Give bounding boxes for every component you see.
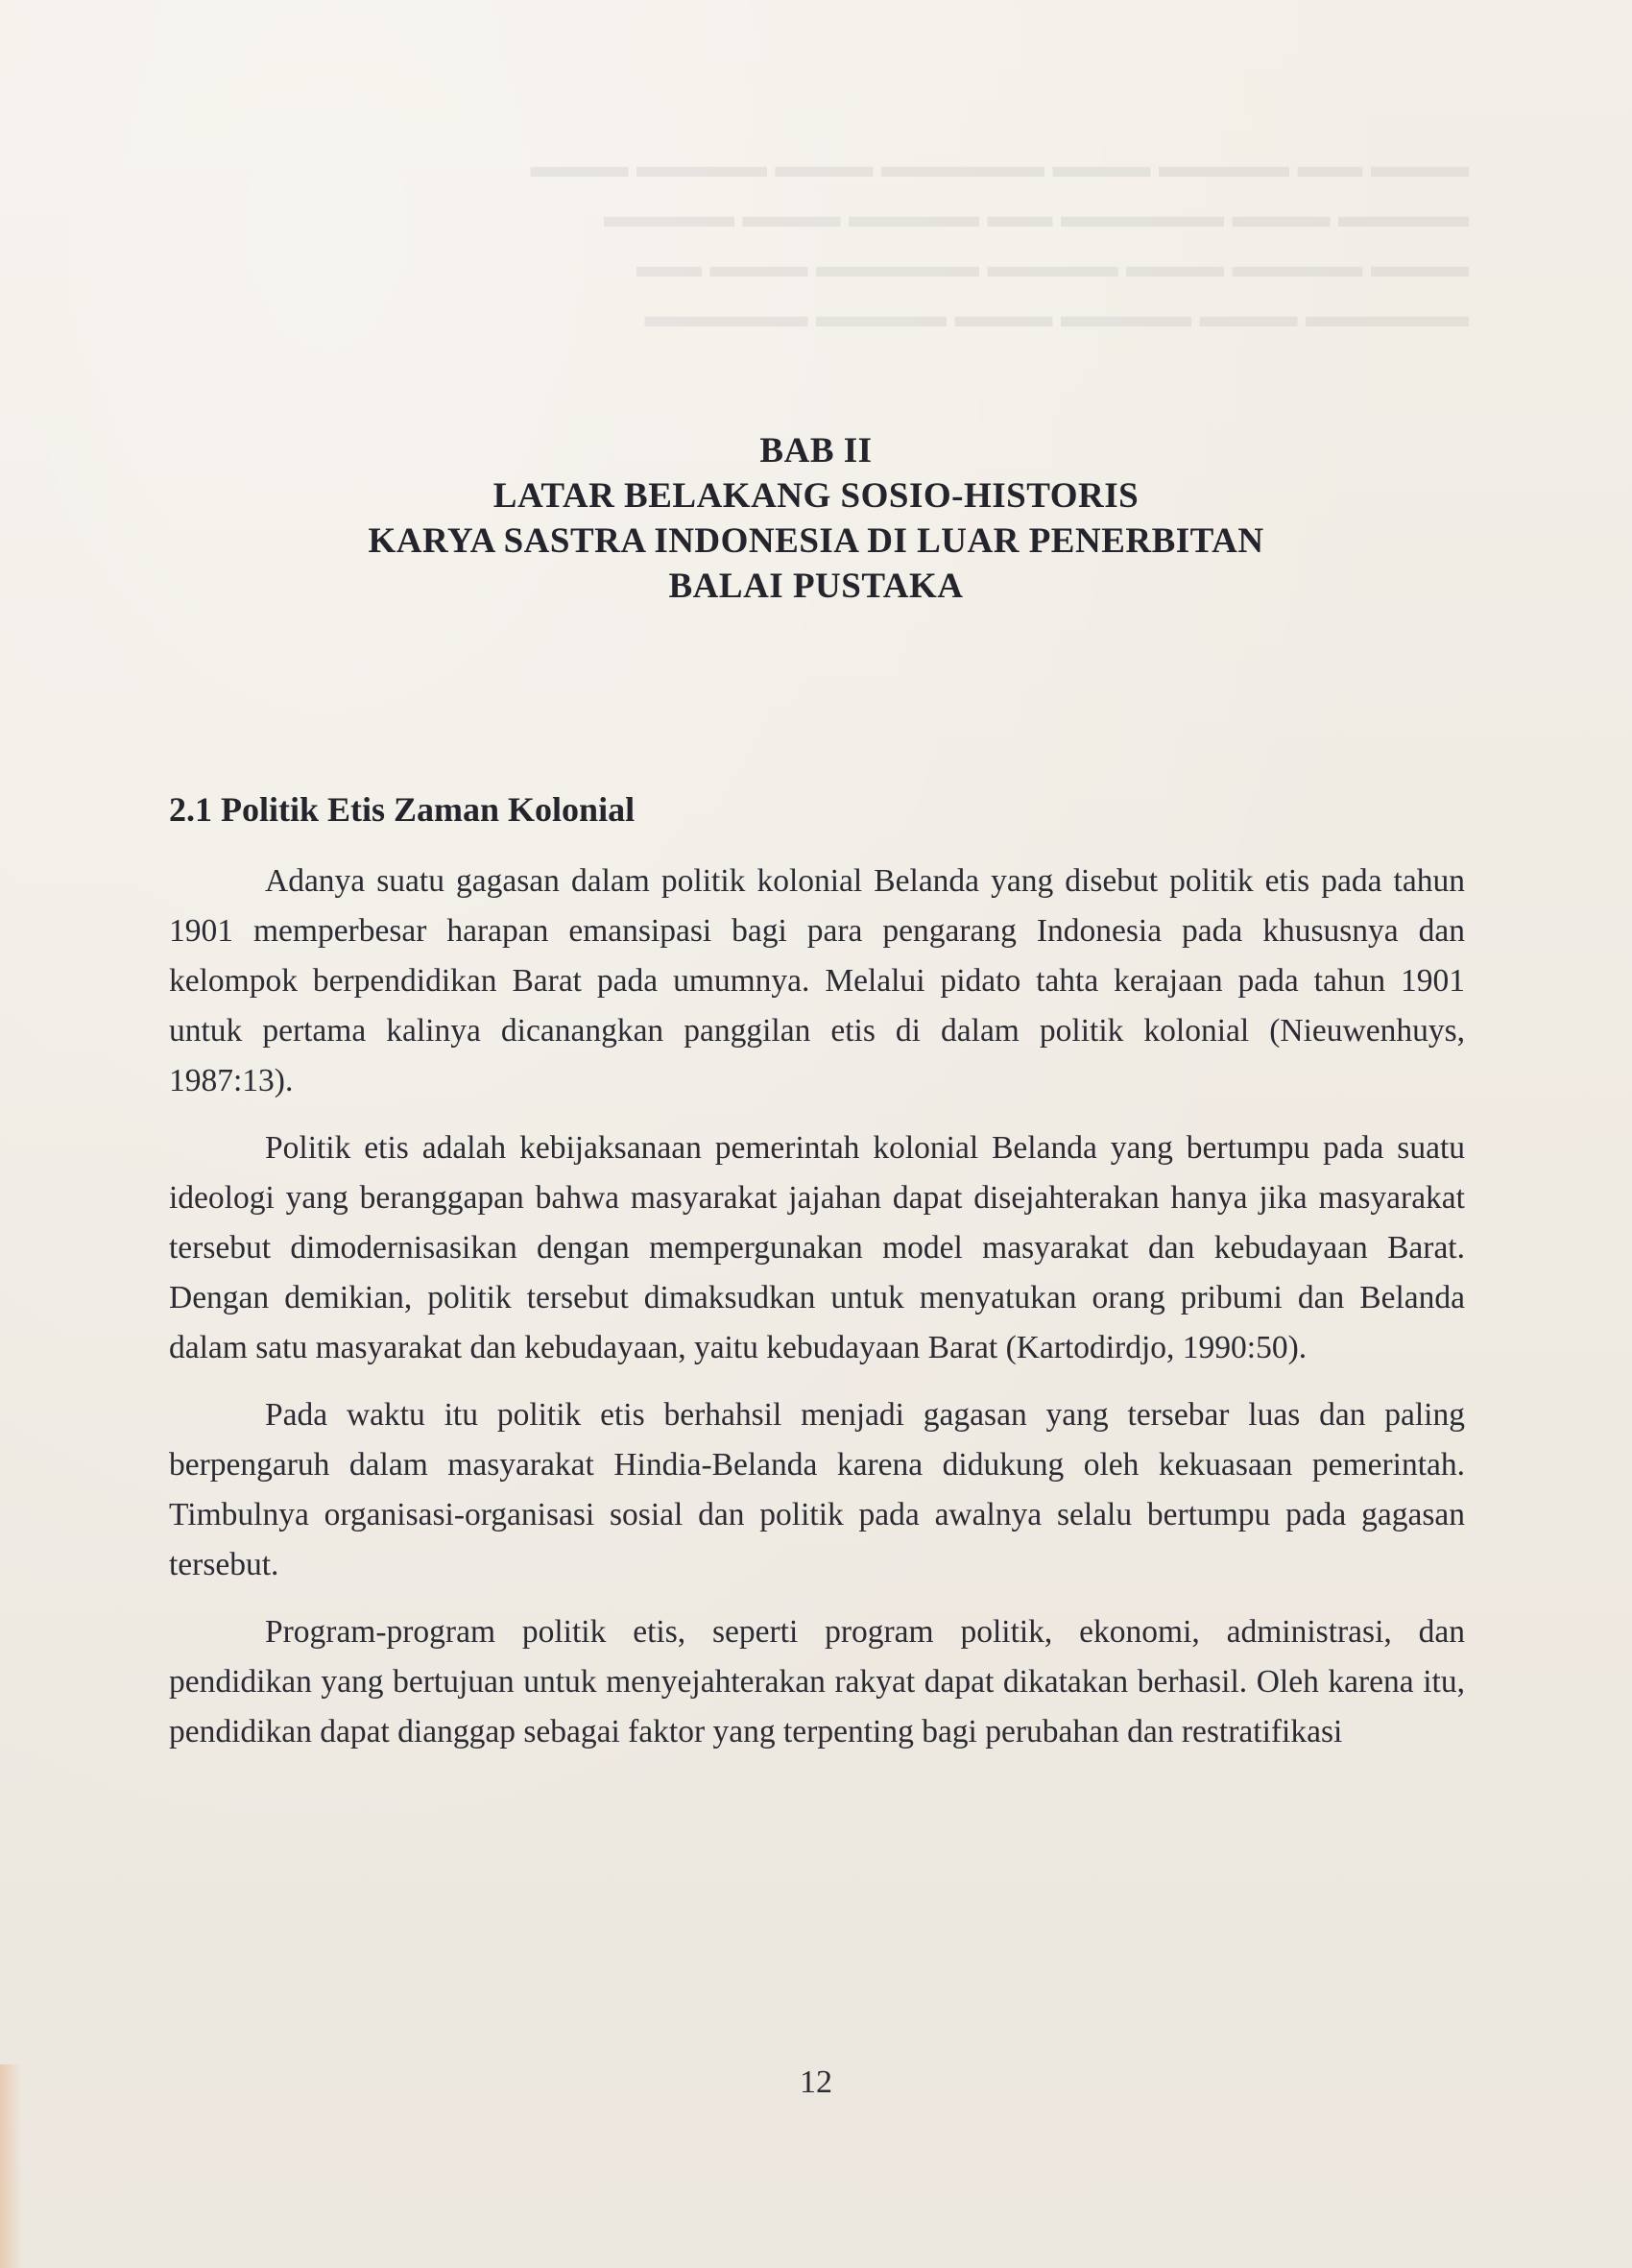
page-number: 12 [800,2064,832,2100]
chapter-title-line-1: LATAR BELAKANG SOSIO-HISTORIS [492,476,1140,516]
chapter-heading [0,428,1632,609]
body-text [169,857,1465,1774]
paragraph: Adanya suatu gagasan dalam politik kolonial Belanda yang disebut politik etis pada tahun 1901 memperbesar harapan emansipasi bagi para pengarang Indonesia pada khususnya dan kelompok berpendidikan Barat pada umumnya. Melalui pidato tahta kerajaan pada tahun 1901 untuk pertama kalinya dicanangkan panggilan etis di dalam politik kolonial (Nieuwenhuys, 1987:13). [169,863,1465,1098]
chapter-title-line-2: KARYA SASTRA INDONESIA DI LUAR PENERBITAN [368,521,1264,561]
paragraph: Program-program politik etis, seperti program politik, ekonomi, administrasi, dan pendidikan yang bertujuan untuk menyejahterakan rakyat dapat dikatakan berhasil. Oleh karena itu, pendidikan dapat dianggap sebagai faktor yang terpenting bagi perubahan dan restratifikasi [169,1614,1465,1749]
bleed-through-texture: ▬▬▬ ▬▬ ▬▬▬▬ ▬▬▬ ▬▬▬▬▬ ▬▬▬ ▬▬▬▬ ▬▬▬ ▬▬▬▬ ▬▬▬ ▬▬▬▬▬ ▬▬ ▬▬▬▬ ▬▬▬ ▬▬▬▬ ▬▬▬ ▬▬▬▬ ▬▬▬ ▬▬▬▬ ▬▬▬▬▬ ▬▬▬ ▬▬ ▬▬▬▬▬ ▬▬▬ ▬▬▬▬ ▬▬▬ ▬▬▬▬ ▬▬▬▬▬ [530,149,1469,334]
section-title: 2.1 Politik Etis Zaman Kolonial [169,790,636,829]
chapter-title-line-3: BALAI PUSTAKA [668,567,964,606]
chapter-number: BAB II [759,431,873,470]
paragraph: Pada waktu itu politik etis berhahsil menjadi gagasan yang tersebar luas dan paling berpengaruh dalam masyarakat Hindia-Belanda karena didukung oleh kekuasaan pemerintah. Timbulnya organisasi-organisasi sosial dan politik pada awalnya selalu bertumpu pada gagasan tersebut. [169,1397,1465,1582]
paragraph: Politik etis adalah kebijaksanaan pemerintah kolonial Belanda yang bertumpu pada suatu ideologi yang beranggapan bahwa masyarakat jajahan dapat disejahterakan hanya jika masyarakat tersebut dimodernisasikan dengan mempergunakan model masyarakat dan kebudayaan Barat. Dengan demikian, politik tersebut dimaksudkan untuk menyatukan orang pribumi dan Belanda dalam satu masyarakat dan kebudayaan, yaitu kebudayaan Barat (Kartodirdjo, 1990:50). [169,1130,1465,1365]
